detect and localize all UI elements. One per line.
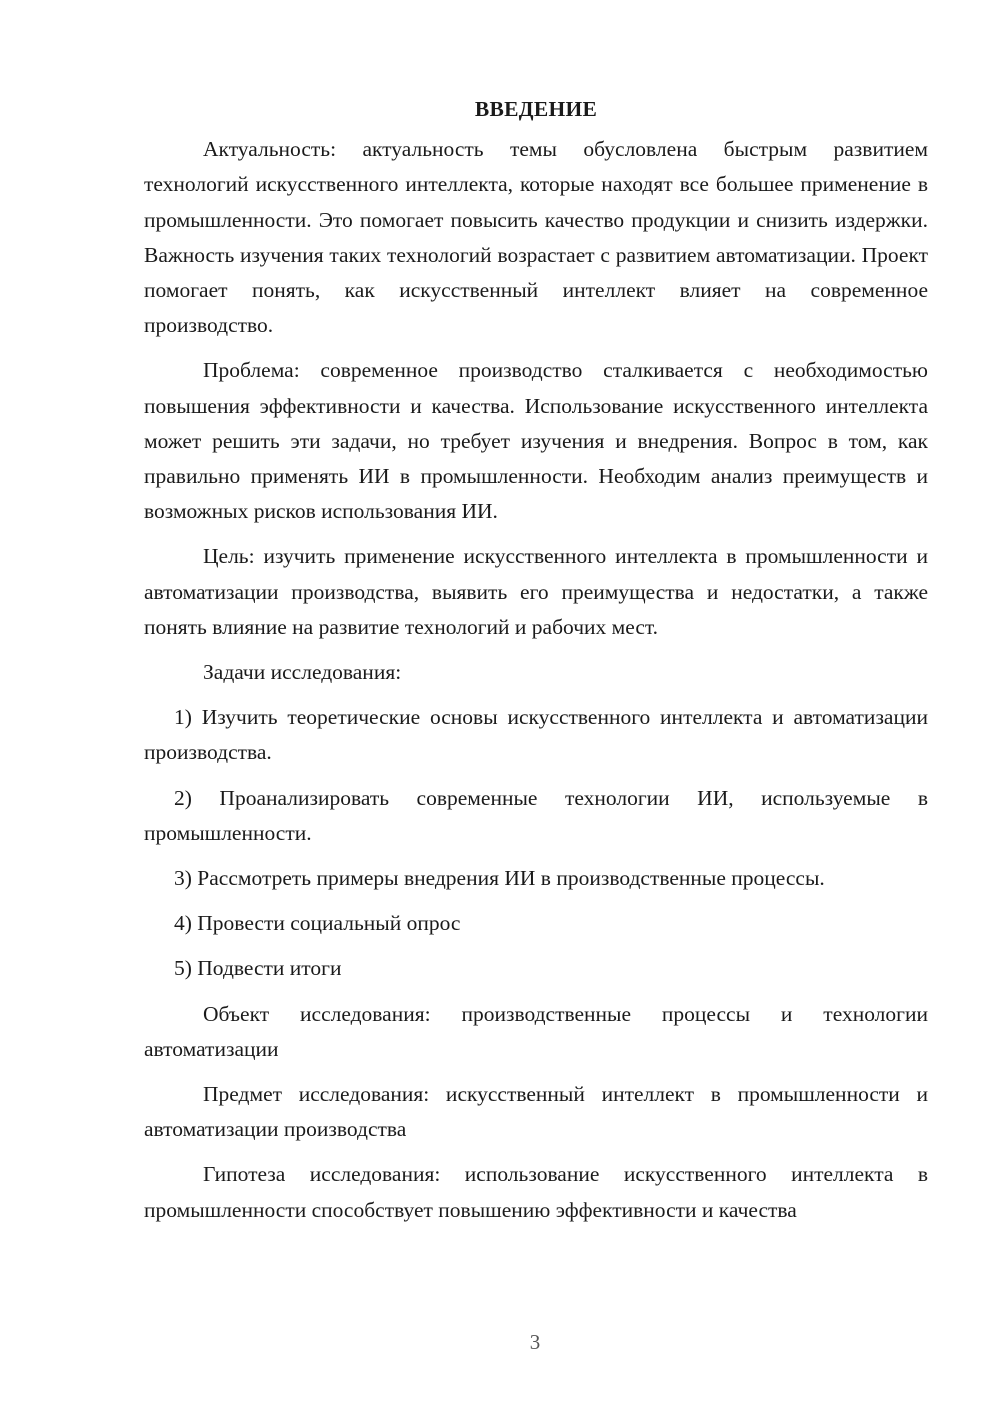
task-item: 2) Проанализировать современные технологии ИИ, используемые в промышленности.: [144, 785, 928, 845]
page-number: 3: [529, 1330, 541, 1354]
goal-paragraph: Цель: изучить применение искусственного интеллекта в промышленности и автоматизации производства, выявить его преимущества и недостатки, а также понять влияние на развитие технологий и рабочих мест.: [144, 544, 928, 639]
task-item: 1) Изучить теоретические основы искусственного интеллекта и автоматизации производства.: [144, 705, 928, 765]
tasks-heading: Задачи исследования:: [203, 660, 402, 685]
problem-paragraph: Проблема: современное производство сталкивается с необходимостью повышения эффективности и качества. Использование искусственного интеллекта может решить эти задачи, но требует изучения и внедрения. Вопрос в том, как правильно применять ИИ в промышленности. Необходим анализ преимуществ и возможных рисков использования ИИ.: [144, 358, 928, 524]
page-content: [144, 92, 928, 1238]
relevance-paragraph: Актуальность: актуальность темы обусловлена быстрым развитием технологий искусственного интеллекта, которые находят все большее применение в промышленности. Это помогает повысить качество продукции и снизить издержки. Важность изучения таких технологий возрастает с развитием автоматизации. Проект помогает понять, как искусственный интеллект влияет на современное производство.: [144, 137, 928, 338]
hypothesis-paragraph: Гипотеза исследования: использование искусственного интеллекта в промышленности способствует повышению эффективности и качества: [144, 1162, 928, 1222]
subject-paragraph: Предмет исследования: искусственный интеллект в промышленности и автоматизации производства: [144, 1082, 928, 1142]
page-title: ВВЕДЕНИЕ: [474, 97, 598, 121]
task-item: 3) Рассмотреть примеры внедрения ИИ в производственные процессы.: [174, 866, 825, 891]
object-paragraph: Объект исследования: производственные процессы и технологии автоматизации: [144, 1001, 928, 1061]
task-item: 4) Провести социальный опрос: [174, 911, 461, 936]
task-item: 5) Подвести итоги: [174, 956, 342, 981]
